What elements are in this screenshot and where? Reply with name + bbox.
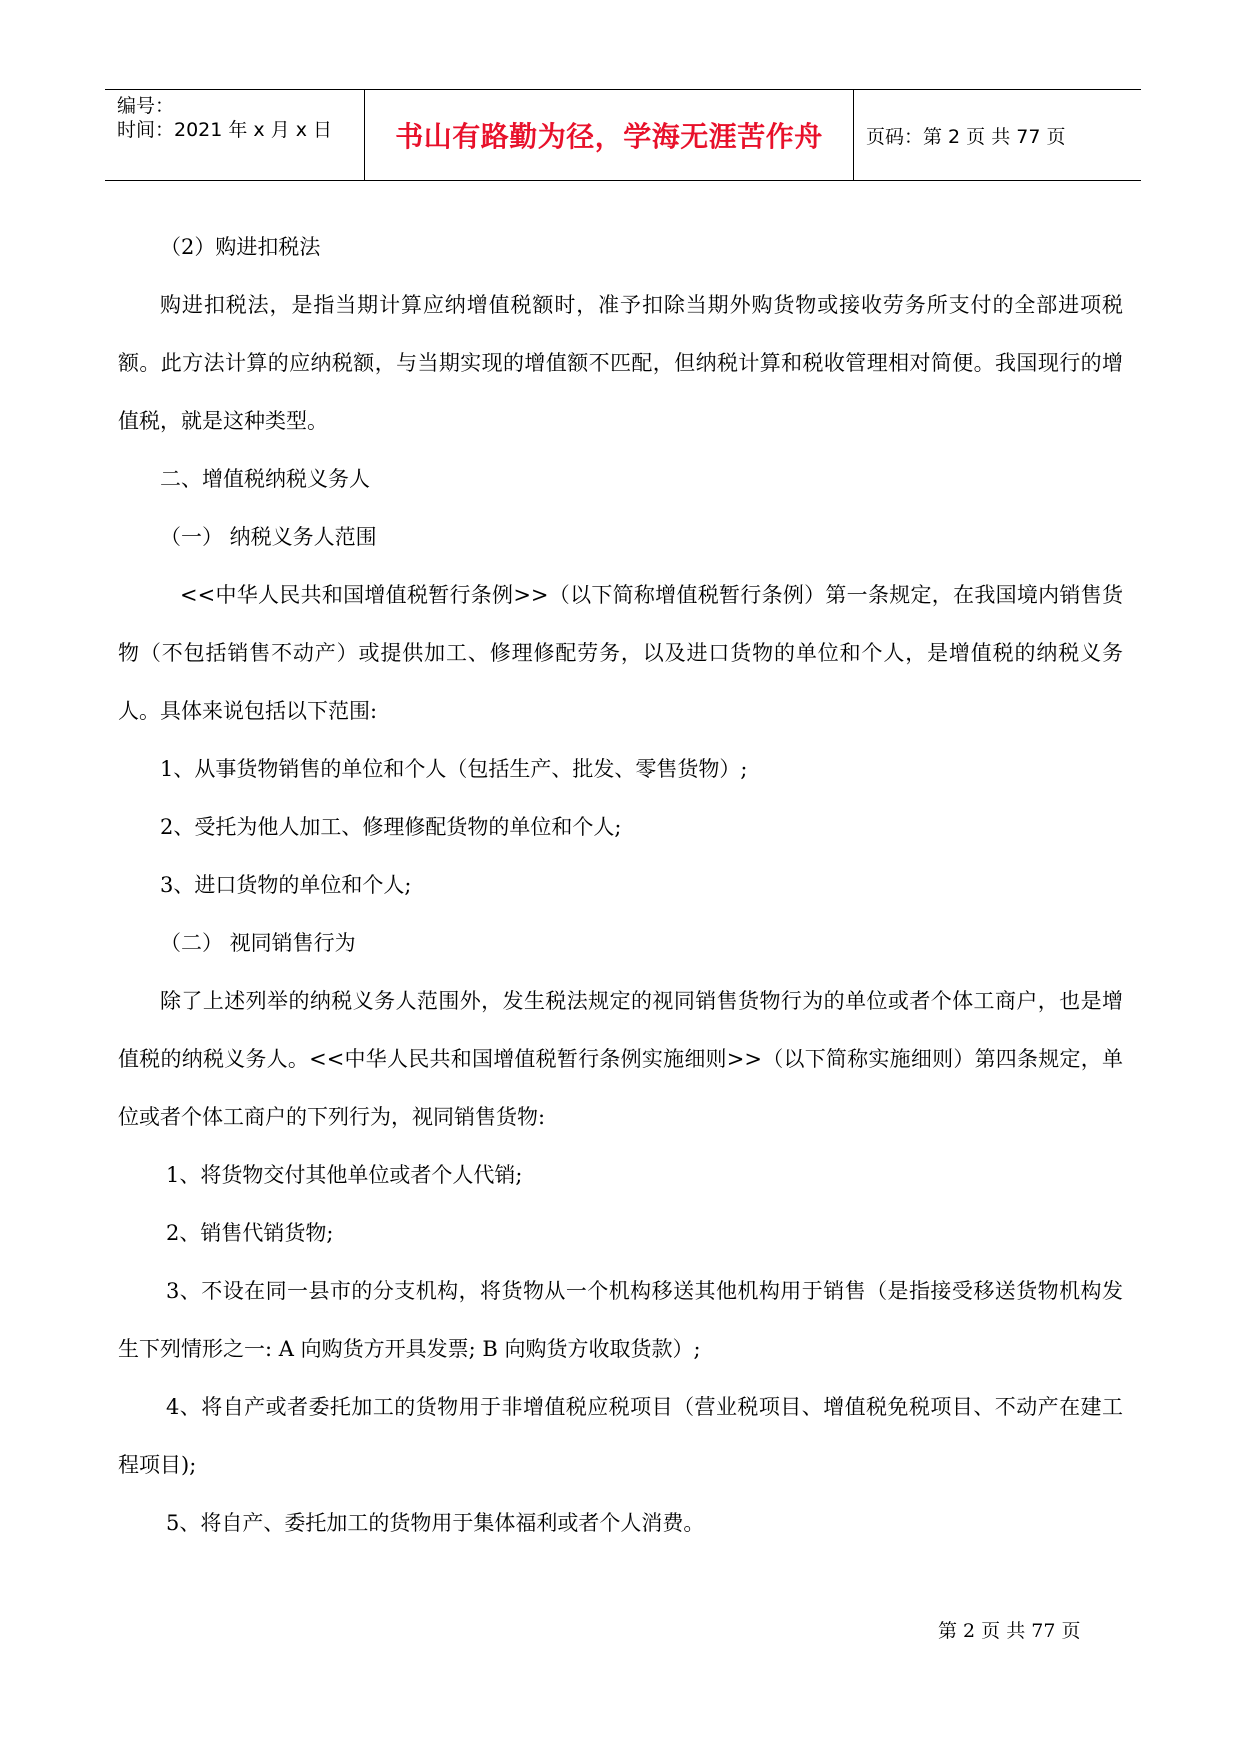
list-item: 1、将货物交付其他单位或者个人代销;	[166, 1163, 523, 1187]
list-item: 2、受托为他人加工、修理修配货物的单位和个人;	[160, 815, 622, 839]
document-body	[118, 218, 1123, 1552]
page-footer: 第 2 页 共 77 页	[938, 1620, 1081, 1642]
subsection-heading: （一） 纳税义务人范围	[160, 525, 377, 549]
header-info-cell	[105, 90, 365, 180]
paragraph: 购进扣税法，是指当期计算应纳增值税额时，准予扣除当期外购货物或接收劳务所支付的全部进项税额。此方法计算的应纳税额，与当期实现的增值额不匹配，但纳税计算和税收管理相对简便。我国现行的增值税，就是这种类型。	[118, 293, 1123, 433]
list-item: 3、不设在同一县市的分支机构，将货物从一个机构移送其他机构用于销售（是指接受移送货物机构发生下列情形之一: A 向购货方开具发票; B 向购货方收取货款）;	[118, 1279, 1123, 1361]
header-motto: 书山有路勤为径，学海无涯苦作舟	[395, 120, 823, 153]
paragraph: <<中华人民共和国增值税暂行条例>>（以下简称增值税暂行条例）第一条规定，在我国境内销售货物（不包括销售不动产）或提供加工、修理修配劳务，以及进口货物的单位和个人，是增值税的纳税义务人。具体来说包括以下范围:	[118, 583, 1123, 723]
header-motto-cell	[365, 90, 854, 180]
document-code-label: 编号：	[117, 95, 175, 117]
subsection-heading: （二） 视同销售行为	[160, 931, 356, 955]
list-item: 2、销售代销货物;	[166, 1221, 334, 1245]
header-page-number: 页码：第 2 页 共 77 页	[866, 125, 1066, 148]
paragraph: 除了上述列举的纳税义务人范围外，发生税法规定的视同销售货物行为的单位或者个体工商户，也是增值税的纳税义务人。<<中华人民共和国增值税暂行条例实施细则>>（以下简称实施细则）第四条规定，单位或者个体工商户的下列行为，视同销售货物:	[118, 989, 1123, 1129]
subsection-heading: （2）购进扣税法	[160, 235, 321, 259]
document-time-label: 时间：2021 年 x 月 x 日	[117, 119, 333, 141]
page-header	[105, 89, 1141, 181]
section-heading: 二、增值税纳税义务人	[160, 467, 370, 491]
list-item: 3、进口货物的单位和个人;	[160, 873, 412, 897]
list-item: 1、从事货物销售的单位和个人（包括生产、批发、零售货物）;	[160, 757, 748, 781]
list-item: 5、将自产、委托加工的货物用于集体福利或者个人消费。	[166, 1511, 705, 1535]
list-item: 4、将自产或者委托加工的货物用于非增值税应税项目（营业税项目、增值税免税项目、不动产在建工程项目);	[118, 1395, 1123, 1477]
